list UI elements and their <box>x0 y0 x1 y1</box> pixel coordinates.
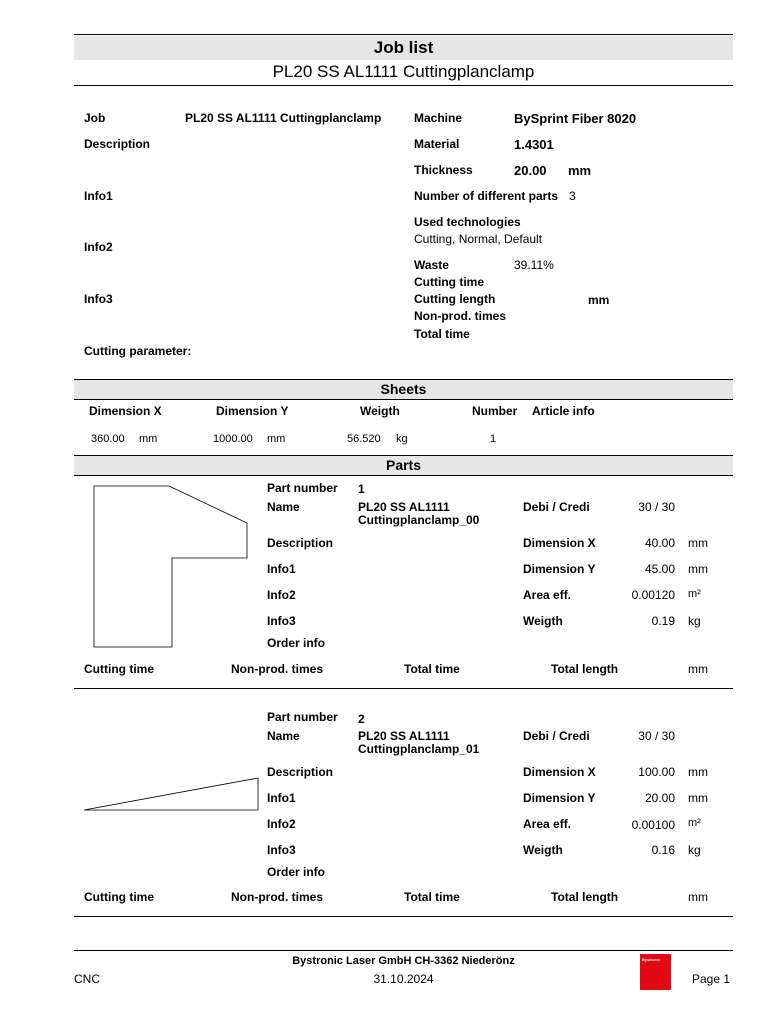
job-label: Job <box>84 111 106 125</box>
part-1-dim-y-unit: mm <box>688 562 708 576</box>
sheet-dim-x-unit: mm <box>139 433 158 445</box>
machine-value: BySprint Fiber 8020 <box>514 111 637 126</box>
footer-cnc: CNC <box>74 972 100 986</box>
waste-value: 39.11% <box>514 258 554 272</box>
bystronic-logo-text: Bystronic <box>642 957 661 962</box>
part-2-number: 2 <box>358 712 365 726</box>
sheets-section-title: Sheets <box>74 379 733 400</box>
part-1-info1-label: Info1 <box>267 562 296 576</box>
part-1-number-label: Part number <box>267 481 338 495</box>
part-1-weight-label: Weigth <box>523 614 563 628</box>
parts-section-title: Parts <box>74 455 733 476</box>
part-2-area-unit: m² <box>688 817 701 829</box>
part-1-debi-credi-label: Debi / Credi <box>523 500 590 514</box>
part-1-total-length-unit: mm <box>688 662 708 676</box>
part-2-dim-x: 100.00 <box>638 765 675 779</box>
part-1-weight-unit: kg <box>688 614 701 628</box>
cutting-time-label: Cutting time <box>414 275 484 289</box>
part-2-weight: 0.16 <box>651 843 675 857</box>
part-2-shape-preview <box>80 772 262 816</box>
num-parts-label: Number of different parts <box>414 189 559 203</box>
total-time-label: Total time <box>414 327 470 341</box>
sheets-header-number: Number <box>472 404 518 418</box>
sheet-dim-y-unit: mm <box>267 433 286 445</box>
waste-label: Waste <box>414 258 449 272</box>
part-2-total-length-label: Total length <box>551 890 619 904</box>
part-2-dim-x-label: Dimension X <box>523 765 596 779</box>
page-title: Job list <box>74 36 733 60</box>
job-value: PL20 SS AL1111 Cuttingplanclamp <box>185 111 382 125</box>
part-2-name-label: Name <box>267 729 300 743</box>
part-2-order-info-label: Order info <box>267 865 326 879</box>
part-2-description-label: Description <box>267 765 334 779</box>
info1-label: Info1 <box>84 189 113 203</box>
part-2-dim-y: 20.00 <box>644 791 675 805</box>
header-top-rule <box>74 34 733 35</box>
footer-page: Page 1 <box>692 972 731 986</box>
part-1-name-line2: Cuttingplanclamp_00 <box>358 513 480 527</box>
part-2-weight-unit: kg <box>688 843 701 857</box>
cutting-length-label: Cutting length <box>414 292 496 306</box>
part-1-debi-credi: 30 / 30 <box>638 500 675 514</box>
part-2-name-line2: Cuttingplanclamp_01 <box>358 742 480 756</box>
part-1-dim-x: 40.00 <box>644 536 675 550</box>
part-1-info3-label: Info3 <box>267 614 296 628</box>
sheets-header-article-info: Article info <box>532 404 595 418</box>
part-1-shape-preview <box>84 480 254 652</box>
sheet-dim-y: 1000.00 <box>213 433 253 445</box>
part-2-dim-y-label: Dimension Y <box>523 791 596 805</box>
footer-date: 31.10.2024 <box>373 972 434 986</box>
sheet-weight: 56.520 <box>347 433 381 445</box>
info2-label: Info2 <box>84 240 113 254</box>
bystronic-logo <box>640 954 671 990</box>
part-1-area-label: Area eff. <box>523 588 572 602</box>
part-1-dim-y-label: Dimension Y <box>523 562 596 576</box>
footer-company: Bystronic Laser GmbH CH-3362 Niederönz <box>292 955 515 967</box>
sheet-dim-x: 360.00 <box>91 433 125 445</box>
part-1-name-label: Name <box>267 500 300 514</box>
part-1-order-info-label: Order info <box>267 636 326 650</box>
part-2-total-time-label: Total time <box>404 890 460 904</box>
material-label: Material <box>414 137 460 151</box>
part-2-debi-credi-label: Debi / Credi <box>523 729 590 743</box>
part-1-nonprod-label: Non-prod. times <box>231 662 323 676</box>
part-2-nonprod-label: Non-prod. times <box>231 890 323 904</box>
num-parts-value: 3 <box>569 189 576 203</box>
part-2-info3-label: Info3 <box>267 843 296 857</box>
cutting-parameter-label: Cutting parameter: <box>84 344 192 358</box>
sheet-number: 1 <box>490 433 497 445</box>
material-value: 1.4301 <box>514 137 554 152</box>
part-1-area-unit: m² <box>688 588 701 600</box>
cutting-length-unit: mm <box>588 293 610 307</box>
part-2-weight-label: Weigth <box>523 843 563 857</box>
technologies-value: Cutting, Normal, Default <box>414 232 543 246</box>
part-2-info2-label: Info2 <box>267 817 296 831</box>
sheet-weight-unit: kg <box>396 433 408 445</box>
part-1-dim-y: 45.00 <box>644 562 675 576</box>
part-1-area: 0.00120 <box>631 588 675 602</box>
part-1-separator <box>74 688 733 689</box>
footer-rule <box>74 950 733 951</box>
sheets-header-dim-x: Dimension X <box>89 404 162 418</box>
part-1-description-label: Description <box>267 536 334 550</box>
part-1-number: 1 <box>358 482 365 496</box>
part-2-name-line1: PL20 SS AL1111 <box>358 729 450 743</box>
part-2-debi-credi: 30 / 30 <box>638 729 675 743</box>
part-1-dim-x-unit: mm <box>688 536 708 550</box>
thickness-unit: mm <box>568 163 592 178</box>
part-2-info1-label: Info1 <box>267 791 296 805</box>
part-2-dim-x-unit: mm <box>688 765 708 779</box>
part-1-name-line1: PL20 SS AL1111 <box>358 500 450 514</box>
part-2-separator <box>74 916 733 917</box>
part-1-info2-label: Info2 <box>267 588 296 602</box>
part-2-area-label: Area eff. <box>523 817 572 831</box>
part-1-total-length-label: Total length <box>551 662 619 676</box>
part-2-dim-y-unit: mm <box>688 791 708 805</box>
info3-label: Info3 <box>84 292 113 306</box>
description-label: Description <box>84 137 151 151</box>
sheets-header-dim-y: Dimension Y <box>216 404 289 418</box>
part-1-total-time-label: Total time <box>404 662 460 676</box>
thickness-label: Thickness <box>414 163 473 177</box>
part-2-number-label: Part number <box>267 710 338 724</box>
page-subtitle: PL20 SS AL1111 Cuttingplanclamp <box>272 62 535 81</box>
technologies-label: Used technologies <box>414 215 521 229</box>
part-2-total-length-unit: mm <box>688 890 708 904</box>
header-bottom-rule <box>74 85 733 86</box>
thickness-value: 20.00 <box>514 163 547 178</box>
machine-label: Machine <box>414 111 463 125</box>
part-2-cutting-time-label: Cutting time <box>84 890 154 904</box>
part-1-weight: 0.19 <box>651 614 675 628</box>
part-1-cutting-time-label: Cutting time <box>84 662 154 676</box>
sheets-header-weight: Weigth <box>360 404 400 418</box>
nonprod-label: Non-prod. times <box>414 309 506 323</box>
part-2-area: 0.00100 <box>631 818 675 832</box>
part-1-dim-x-label: Dimension X <box>523 536 596 550</box>
